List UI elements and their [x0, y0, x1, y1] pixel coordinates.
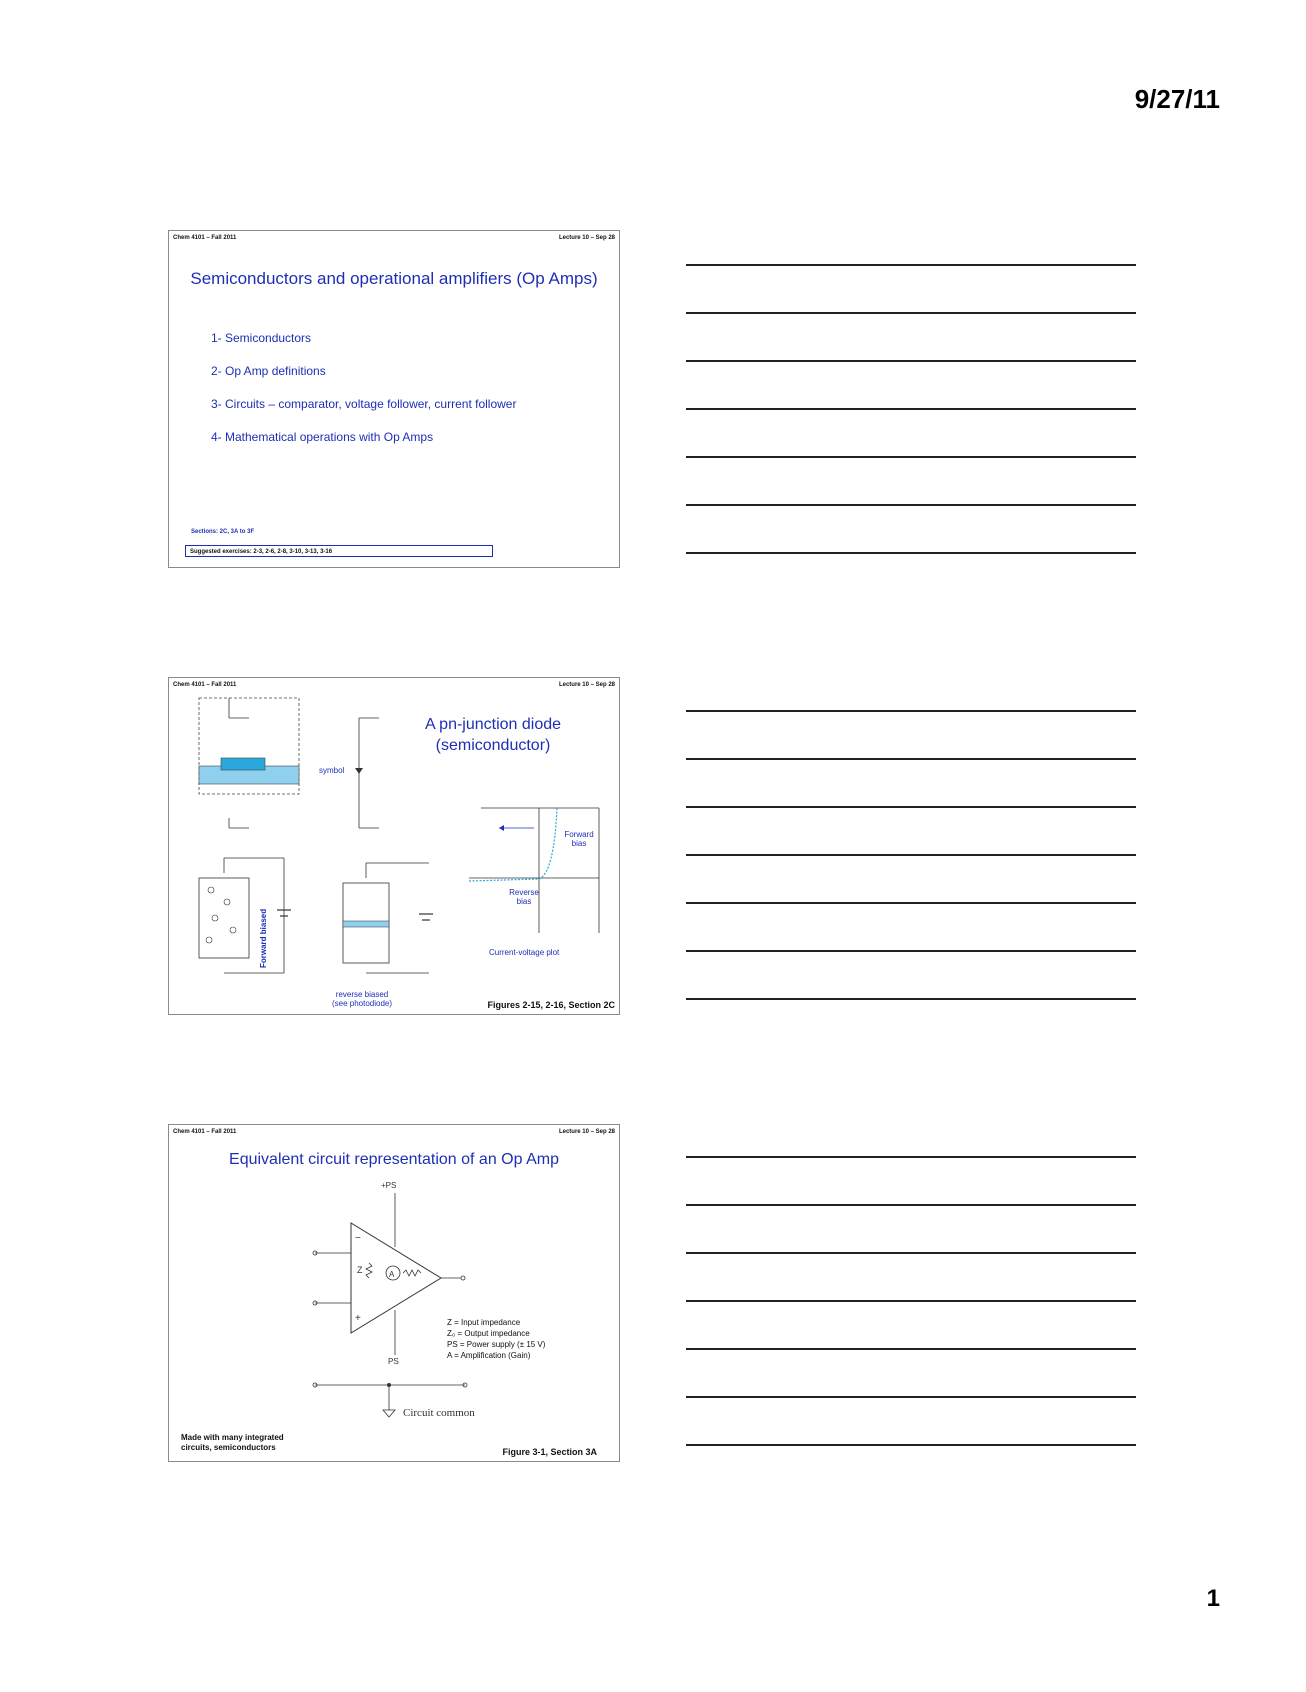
topic-list	[211, 331, 516, 463]
svg-text:+: +	[355, 1313, 361, 1324]
slide-title	[393, 714, 593, 756]
slide-course: Chem 4101 – Fall 2011	[173, 682, 237, 688]
sections-text: Sections: 2C, 3A to 3F	[191, 529, 255, 535]
slide-2	[168, 677, 620, 1015]
title-line: A pn-junction diode	[424, 716, 562, 733]
note-line-rule	[686, 854, 1136, 856]
slide-lecture: Lecture 10 – Sep 28	[558, 1129, 615, 1135]
note-line-rule	[686, 1300, 1136, 1302]
title-line: (semiconductor)	[435, 737, 551, 754]
page-date: 9/27/11	[1134, 84, 1220, 114]
op-amp-circuit	[169, 1125, 620, 1462]
note-line-rule	[686, 1204, 1136, 1206]
legend-item: Z₀ = Output impedance	[447, 1329, 530, 1338]
svg-text:Z: Z	[357, 1265, 363, 1275]
note-line-rule	[686, 998, 1136, 1000]
note-line-rule	[686, 456, 1136, 458]
legend-item: Z = Input impedance	[447, 1318, 521, 1327]
note-line: circuits, semiconductors	[181, 1443, 276, 1452]
figure-caption: Figures 2-15, 2-16, Section 2C	[487, 1000, 615, 1010]
note-line-rule	[686, 264, 1136, 266]
reverse-biased-label	[332, 990, 392, 1008]
note-line-rule	[686, 1156, 1136, 1158]
svg-text:−: −	[355, 1233, 361, 1244]
note-line-rule	[686, 1348, 1136, 1350]
list-item: 2- Op Amp definitions	[211, 364, 326, 378]
slide-1	[168, 230, 620, 568]
list-item: 3- Circuits – comparator, voltage follower, current follower	[211, 397, 517, 411]
legend	[447, 1317, 545, 1361]
page-number: 1	[1206, 1585, 1220, 1612]
note-line-rule	[686, 902, 1136, 904]
reverse-bias-label: Reverse bias	[509, 888, 539, 906]
slide-lecture: Lecture 10 – Sep 28	[558, 682, 615, 688]
slide-course: Chem 4101 – Fall 2011	[173, 235, 237, 241]
note-line: Made with many integrated	[181, 1433, 284, 1442]
reverse-biased-line: reverse biased	[335, 990, 389, 999]
list-item: 4- Mathematical operations with Op Amps	[211, 430, 434, 444]
legend-item: PS = Power supply (± 15 V)	[447, 1340, 546, 1349]
note-line-rule	[686, 1252, 1136, 1254]
note-line-rule	[686, 758, 1136, 760]
plus-ps-label: +PS	[381, 1181, 397, 1190]
note-line-rule	[686, 806, 1136, 808]
slide-course: Chem 4101 – Fall 2011	[173, 1129, 237, 1135]
list-item: 1- Semiconductors	[211, 331, 312, 345]
note-text	[181, 1433, 284, 1453]
reverse-biased-line: (see photodiode)	[332, 999, 393, 1008]
note-line-rule	[686, 504, 1136, 506]
note-line-rule	[686, 1396, 1136, 1398]
slide-lecture: Lecture 10 – Sep 28	[558, 235, 615, 241]
slide-3	[168, 1124, 620, 1462]
note-line-rule	[686, 360, 1136, 362]
forward-bias-label: Forward bias	[564, 830, 594, 848]
note-line-rule	[686, 710, 1136, 712]
minus-ps-label: PS	[388, 1357, 399, 1366]
note-line-rule	[686, 552, 1136, 554]
slide-title: Equivalent circuit representation of an Op Amp	[229, 1151, 559, 1168]
legend-item: A = Amplification (Gain)	[447, 1351, 531, 1360]
figure-caption: Figure 3-1, Section 3A	[502, 1447, 597, 1457]
note-line-rule	[686, 1444, 1136, 1446]
note-line-rule	[686, 312, 1136, 314]
symbol-label: symbol	[319, 766, 345, 775]
svg-text:A: A	[389, 1270, 395, 1279]
exercises-box: Suggested exercises: 2-3, 2-6, 2-8, 3-10, 3-13, 3-16	[185, 545, 493, 557]
note-line-rule	[686, 950, 1136, 952]
circuit-common-label: Circuit common	[403, 1407, 475, 1419]
iv-plot-caption: Current-voltage plot	[489, 948, 560, 957]
slide-title: Semiconductors and operational amplifiers (Op Amps)	[190, 269, 598, 288]
forward-biased-label: Forward biased	[259, 908, 268, 968]
note-line-rule	[686, 408, 1136, 410]
